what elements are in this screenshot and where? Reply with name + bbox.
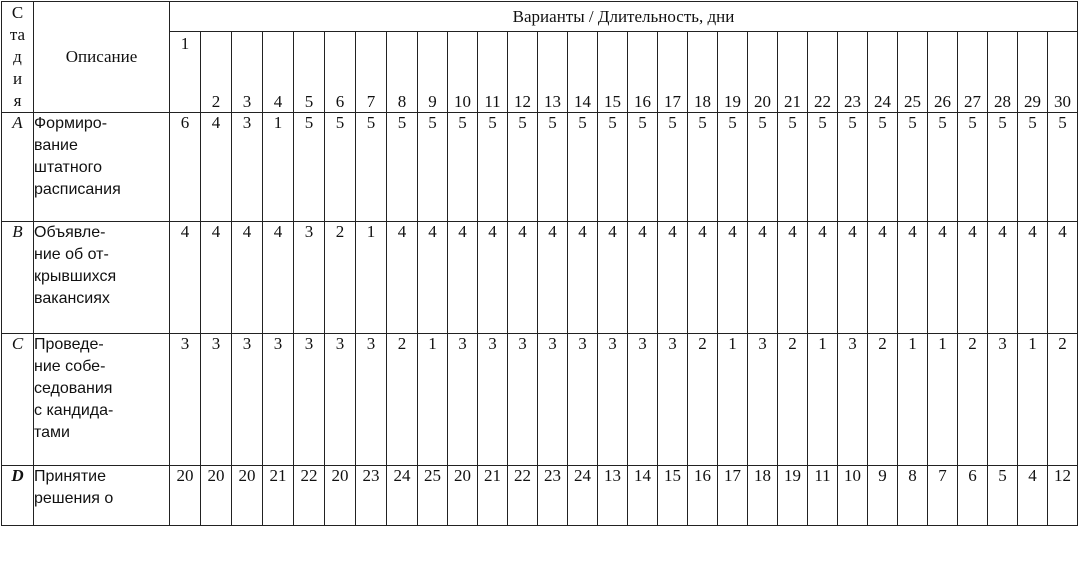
duration-cell: 5	[568, 113, 598, 222]
duration-cell: 20	[232, 466, 263, 526]
variant-header-cell: 3	[232, 32, 263, 113]
duration-cell: 2	[778, 334, 808, 466]
duration-cell: 3	[838, 334, 868, 466]
duration-cell: 3	[170, 334, 201, 466]
duration-cell: 5	[658, 113, 688, 222]
duration-cell: 17	[718, 466, 748, 526]
duration-cell: 5	[538, 113, 568, 222]
duration-cell: 4	[988, 222, 1018, 334]
variant-header-cell: 23	[838, 32, 868, 113]
duration-cell: 24	[387, 466, 418, 526]
duration-cell: 3	[448, 334, 478, 466]
duration-cell: 4	[448, 222, 478, 334]
duration-cell: 5	[748, 113, 778, 222]
description-column-header: Описание	[34, 2, 170, 113]
stage-cell: A	[2, 113, 34, 222]
variant-header-cell: 19	[718, 32, 748, 113]
duration-cell: 3	[598, 334, 628, 466]
variant-header-cell: 11	[478, 32, 508, 113]
variant-header-cell: 27	[958, 32, 988, 113]
duration-cell: 1	[928, 334, 958, 466]
duration-cell: 1	[418, 334, 448, 466]
stage-header-text: С та д и я	[9, 3, 26, 110]
duration-cell: 5	[808, 113, 838, 222]
duration-cell: 4	[898, 222, 928, 334]
duration-cell: 4	[808, 222, 838, 334]
variant-header-cell: 16	[628, 32, 658, 113]
variants-title: Варианты / Длительность, дни	[170, 2, 1078, 32]
variant-header-cell: 10	[448, 32, 478, 113]
duration-cell: 2	[958, 334, 988, 466]
duration-cell: 3	[568, 334, 598, 466]
variant-header-cell: 18	[688, 32, 718, 113]
duration-cell: 9	[868, 466, 898, 526]
duration-cell: 5	[478, 113, 508, 222]
variant-header-cell: 29	[1018, 32, 1048, 113]
variant-header-cell: 21	[778, 32, 808, 113]
duration-cell: 4	[1018, 466, 1048, 526]
duration-cell: 19	[778, 466, 808, 526]
duration-cell: 3	[356, 334, 387, 466]
duration-cell: 13	[598, 466, 628, 526]
duration-cell: 7	[928, 466, 958, 526]
variant-header-cell: 26	[928, 32, 958, 113]
duration-cell: 1	[718, 334, 748, 466]
variant-header-cell: 20	[748, 32, 778, 113]
durations-table	[1, 1, 1078, 526]
duration-cell: 3	[232, 113, 263, 222]
duration-cell: 3	[538, 334, 568, 466]
duration-cell: 23	[356, 466, 387, 526]
description-cell: Принятие решения о	[34, 466, 170, 526]
duration-cell: 5	[718, 113, 748, 222]
duration-cell: 4	[170, 222, 201, 334]
variant-header-cell: 25	[898, 32, 928, 113]
variant-header-cell: 9	[418, 32, 448, 113]
duration-cell: 3	[628, 334, 658, 466]
duration-cell: 5	[688, 113, 718, 222]
duration-cell: 3	[263, 334, 294, 466]
stage-row	[2, 334, 1078, 466]
duration-cell: 3	[325, 334, 356, 466]
variant-header-cell: 24	[868, 32, 898, 113]
variant-header-cell: 4	[263, 32, 294, 113]
duration-cell: 3	[201, 334, 232, 466]
duration-cell: 11	[808, 466, 838, 526]
variant-header-cell: 7	[356, 32, 387, 113]
stage-cell: B	[2, 222, 34, 334]
duration-cell: 2	[1048, 334, 1078, 466]
duration-cell: 4	[478, 222, 508, 334]
duration-cell: 3	[508, 334, 538, 466]
duration-cell: 5	[598, 113, 628, 222]
duration-cell: 4	[928, 222, 958, 334]
duration-cell: 20	[170, 466, 201, 526]
duration-cell: 20	[201, 466, 232, 526]
duration-cell: 4	[838, 222, 868, 334]
duration-cell: 4	[718, 222, 748, 334]
duration-cell: 4	[232, 222, 263, 334]
duration-cell: 5	[988, 466, 1018, 526]
duration-cell: 4	[958, 222, 988, 334]
duration-cell: 3	[294, 222, 325, 334]
duration-cell: 21	[263, 466, 294, 526]
stage-row	[2, 113, 1078, 222]
variant-header-cell: 22	[808, 32, 838, 113]
duration-cell: 5	[1048, 113, 1078, 222]
duration-cell: 4	[263, 222, 294, 334]
variant-header-cell: 5	[294, 32, 325, 113]
duration-cell: 5	[448, 113, 478, 222]
description-cell: Проведе- ние собе- седования с кандида- тами	[34, 334, 170, 466]
duration-cell: 4	[418, 222, 448, 334]
duration-cell: 5	[958, 113, 988, 222]
duration-cell: 1	[356, 222, 387, 334]
duration-cell: 5	[418, 113, 448, 222]
stage-column-header	[2, 2, 34, 113]
duration-cell: 14	[628, 466, 658, 526]
duration-cell: 3	[988, 334, 1018, 466]
stage-row	[2, 222, 1078, 334]
duration-cell: 5	[508, 113, 538, 222]
duration-cell: 4	[387, 222, 418, 334]
duration-cell: 5	[628, 113, 658, 222]
duration-cell: 4	[748, 222, 778, 334]
duration-cell: 23	[538, 466, 568, 526]
duration-cell: 1	[898, 334, 928, 466]
duration-cell: 16	[688, 466, 718, 526]
duration-cell: 12	[1048, 466, 1078, 526]
header-row	[2, 2, 1078, 32]
duration-cell: 10	[838, 466, 868, 526]
variant-header-cell: 2	[201, 32, 232, 113]
duration-cell: 1	[808, 334, 838, 466]
duration-cell: 4	[868, 222, 898, 334]
duration-cell: 5	[778, 113, 808, 222]
duration-cell: 5	[294, 113, 325, 222]
variant-header-cell: 8	[387, 32, 418, 113]
duration-cell: 22	[508, 466, 538, 526]
variant-header-cell: 30	[1048, 32, 1078, 113]
stage-row	[2, 466, 1078, 526]
duration-cell: 4	[598, 222, 628, 334]
duration-cell: 3	[294, 334, 325, 466]
variant-header-cell: 6	[325, 32, 356, 113]
variant-header-cell: 17	[658, 32, 688, 113]
duration-cell: 2	[688, 334, 718, 466]
duration-cell: 3	[658, 334, 688, 466]
duration-cell: 8	[898, 466, 928, 526]
duration-cell: 20	[448, 466, 478, 526]
duration-cell: 4	[1048, 222, 1078, 334]
stage-cell: D	[2, 466, 34, 526]
variant-header-cell: 13	[538, 32, 568, 113]
duration-cell: 4	[778, 222, 808, 334]
duration-cell: 4	[658, 222, 688, 334]
duration-cell: 5	[1018, 113, 1048, 222]
duration-cell: 4	[1018, 222, 1048, 334]
duration-cell: 5	[928, 113, 958, 222]
duration-cell: 4	[688, 222, 718, 334]
duration-cell: 4	[201, 222, 232, 334]
duration-cell: 5	[356, 113, 387, 222]
variant-header-cell: 14	[568, 32, 598, 113]
duration-cell: 22	[294, 466, 325, 526]
duration-cell: 15	[658, 466, 688, 526]
variant-header-cell: 1	[170, 32, 201, 113]
duration-cell: 5	[325, 113, 356, 222]
duration-cell: 1	[263, 113, 294, 222]
duration-cell: 18	[748, 466, 778, 526]
duration-cell: 4	[628, 222, 658, 334]
duration-cell: 5	[988, 113, 1018, 222]
duration-cell: 5	[898, 113, 928, 222]
duration-cell: 3	[748, 334, 778, 466]
duration-cell: 3	[232, 334, 263, 466]
duration-cell: 4	[538, 222, 568, 334]
duration-cell: 2	[387, 334, 418, 466]
duration-cell: 6	[958, 466, 988, 526]
stage-cell: C	[2, 334, 34, 466]
duration-cell: 5	[838, 113, 868, 222]
duration-cell: 4	[201, 113, 232, 222]
variant-header-cell: 12	[508, 32, 538, 113]
duration-cell: 21	[478, 466, 508, 526]
duration-cell: 6	[170, 113, 201, 222]
description-cell: Формиро- вание штатного расписания	[34, 113, 170, 222]
duration-cell: 5	[387, 113, 418, 222]
duration-cell: 4	[508, 222, 538, 334]
duration-cell: 5	[868, 113, 898, 222]
variant-header-cell: 28	[988, 32, 1018, 113]
duration-cell: 2	[325, 222, 356, 334]
duration-cell: 2	[868, 334, 898, 466]
description-cell: Объявле- ние об от- крывшихся вакансиях	[34, 222, 170, 334]
duration-cell: 20	[325, 466, 356, 526]
duration-cell: 25	[418, 466, 448, 526]
duration-cell: 24	[568, 466, 598, 526]
duration-cell: 3	[478, 334, 508, 466]
duration-cell: 4	[568, 222, 598, 334]
variant-header-cell: 15	[598, 32, 628, 113]
duration-cell: 1	[1018, 334, 1048, 466]
